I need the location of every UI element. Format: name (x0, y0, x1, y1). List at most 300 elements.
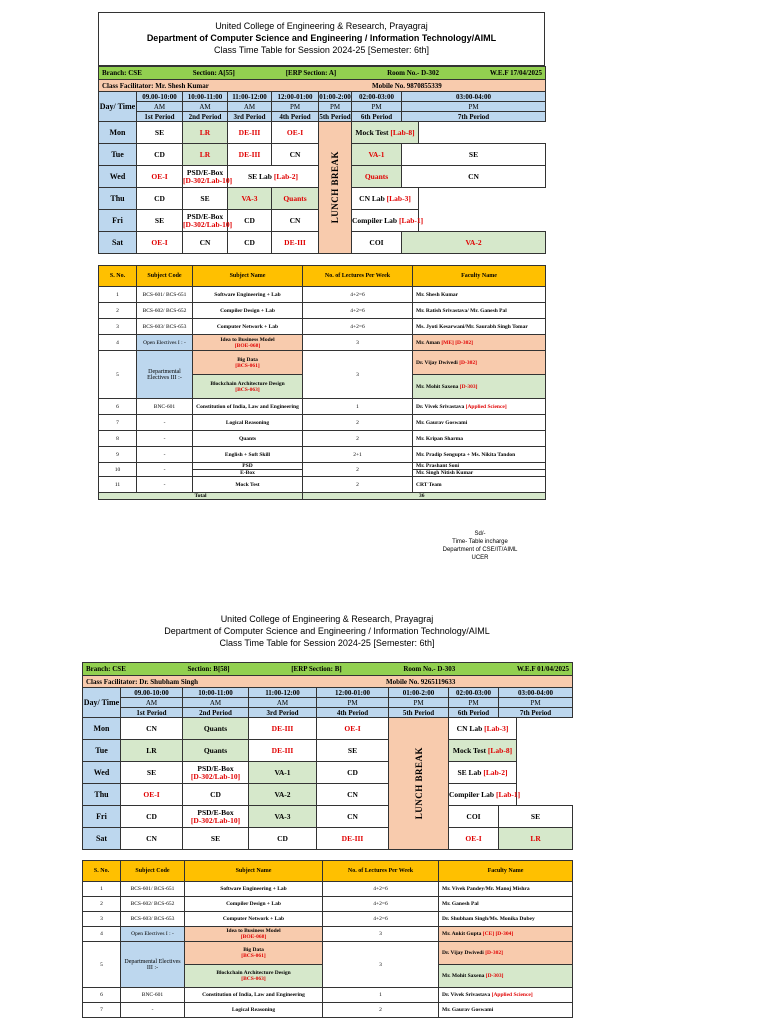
signature-sd: Sd/- (474, 531, 486, 537)
subject-name (193, 319, 303, 335)
faculty-room: [D-302] (459, 359, 477, 366)
subject-no: 6 (99, 399, 137, 415)
day-time-header: Day/ Time (99, 92, 137, 122)
day-label: Mon (99, 122, 137, 144)
period-cell (183, 210, 233, 232)
subject-lectures: 4+2=6 (323, 882, 439, 897)
day-row-tue (83, 740, 573, 762)
lunch-break-cell (319, 122, 352, 254)
subject-no: 5 (99, 351, 137, 399)
faculty-room: [Applied Science] (491, 992, 533, 998)
cell-lab-room: [Lab-3] (386, 193, 411, 203)
subject-no: 5 (83, 942, 121, 988)
subject-faculty (413, 477, 546, 493)
subject-name-text: Constitution of India, Law and Engineering (196, 403, 299, 410)
slot-header-row-period (99, 112, 546, 122)
period-cell (317, 828, 389, 850)
subject-table (82, 860, 572, 1018)
period-cell (121, 784, 183, 806)
afternoon-cell (352, 188, 419, 210)
slot-header-row-time (99, 92, 546, 102)
timetable-section-a (98, 12, 545, 500)
subject-name-code: [BOE-068] (234, 342, 261, 349)
subject-header-row (83, 861, 573, 882)
slot-period-2: 2nd Period (183, 708, 249, 718)
cell-subject: CN (146, 833, 157, 843)
subject-name-text: Software Engineering + Lab (214, 291, 281, 298)
subject-name-code: [BCS-061] (235, 362, 260, 369)
subject-name-code: [BOE-068] (240, 934, 267, 940)
slot-ampm-7: PM (402, 102, 546, 112)
faculty-name: Mr. Pradip Sengupta + Ms. Nikita Tandon (416, 451, 516, 458)
slot-period-6: 6th Period (352, 112, 402, 122)
branch-row (83, 663, 573, 676)
faculty-name: Mr. Ganesh Pal (442, 901, 479, 907)
facilitator-cell (83, 676, 573, 688)
period-cell (317, 806, 389, 828)
subject-name-text: Computer Network + Lab (222, 916, 285, 922)
faculty-room: [D-303] (459, 383, 478, 390)
cell-subject: CD (154, 193, 165, 203)
subject-lectures: 3 (303, 351, 413, 399)
cell-lab-room: [Lab-2] (273, 171, 299, 181)
total-value: 36 (303, 493, 546, 500)
header-box (82, 610, 572, 662)
subject-name: E-Box (193, 470, 303, 477)
class-timetable (82, 662, 572, 850)
cell-subject: CN Lab (456, 723, 485, 733)
slot-period-5: 5th Period (389, 708, 449, 718)
period-cell (183, 740, 249, 762)
subject-lectures: 1 (303, 399, 413, 415)
subject-code: BCS-601/ BCS-651 (121, 882, 185, 897)
subject-code: Departmental Electives III :- (137, 351, 193, 399)
faculty-name: Mr. Aman (416, 339, 442, 346)
subject-name (193, 287, 303, 303)
cell-subject: Mock Test (355, 127, 391, 137)
cell-subject: Compiler Lab (449, 789, 496, 799)
cell-lab-room: [Lab-8] (487, 745, 513, 755)
subject-name (193, 303, 303, 319)
subject-row (83, 988, 573, 1003)
cell-subject: PSD/E-Box (186, 167, 224, 177)
afternoon-cell (499, 828, 573, 850)
slot-time-3: 11:00-12:00 (228, 92, 272, 102)
day-time-header: Day/ Time (83, 688, 121, 718)
cell-subject: CD (244, 215, 255, 225)
subject-faculty (413, 447, 546, 463)
facilitator-name: Class Facilitator: Dr. Shubham Singh (86, 677, 198, 686)
slot-period-3: 3rd Period (228, 112, 272, 122)
slot-ampm-6: PM (352, 102, 402, 112)
period-cell (183, 718, 249, 740)
subject-name-text: Blockchain Architecture Design (216, 970, 291, 976)
day-row-mon (99, 122, 546, 144)
cell-subject: Quants (203, 745, 228, 755)
subject-faculty (413, 431, 546, 447)
subject-name (193, 335, 303, 351)
cell-subject: OE-I (151, 171, 168, 181)
slot-time-2: 10:00-11:00 (183, 92, 228, 102)
subject-row (83, 927, 573, 942)
subject-faculty (413, 319, 546, 335)
cell-subject: VA-2 (465, 237, 482, 247)
period-cell (228, 122, 272, 144)
subject-code: BNC-601 (137, 399, 193, 415)
total-label: Total (99, 493, 303, 500)
subject-code: BCS-602/ BCS-652 (121, 897, 185, 912)
day-row-mon (83, 718, 573, 740)
cell-subject: OE-I (143, 789, 160, 799)
subject-name-text: Constitution of India, Law and Engineering (202, 992, 305, 998)
cell-subject: CN (347, 811, 358, 821)
subject-lectures: 4+2=6 (323, 897, 439, 912)
cell-subject: SE (154, 215, 165, 225)
period-cell (183, 144, 228, 166)
faculty-name: Mr. Ankit Gupta (442, 931, 483, 937)
slot-header-row-period (83, 708, 573, 718)
cell-lab-room: [Lab-8] (390, 127, 415, 137)
erp-section-label: [ERP Section: B] (291, 665, 342, 673)
faculty-name: CRT Team (416, 481, 442, 488)
subject-lectures: 4+2=6 (303, 319, 413, 335)
period-cell (183, 762, 249, 784)
period-cell (317, 718, 389, 740)
cell-subject: CD (146, 811, 157, 821)
subject-lectures: 3 (323, 927, 439, 942)
subject-header-5: Faculty Name (439, 861, 573, 882)
cell-subject: DE-III (284, 237, 306, 247)
subject-row (99, 335, 546, 351)
faculty-name: Mr. Shesh Kumar (416, 291, 459, 298)
period-cell (249, 828, 317, 850)
subject-code: - (121, 1003, 185, 1018)
cell-subject: SE (154, 127, 165, 137)
subject-name-code: [BCS-063] (235, 386, 260, 393)
cell-subject: CN (468, 171, 479, 181)
cell-lab-room: [Lab-3] (484, 723, 509, 733)
section-label: Section: A[55] (192, 69, 235, 77)
cell-lab-room: [Lab-1] (398, 215, 424, 225)
period-cell (121, 740, 183, 762)
subject-no: 2 (99, 303, 137, 319)
period-cell (272, 232, 319, 254)
subject-lectures: 2 (303, 415, 413, 431)
timetable-section-b (82, 610, 572, 1018)
afternoon-cell (499, 806, 573, 828)
period-cell (183, 122, 228, 144)
cell-subject: VA-3 (241, 193, 258, 203)
afternoon-cell (449, 718, 517, 740)
subject-no: 2 (83, 897, 121, 912)
slot-ampm-4: PM (272, 102, 319, 112)
afternoon-cell (402, 144, 546, 166)
period-cell (183, 166, 233, 188)
total-row (99, 493, 546, 500)
branch-label: Branch: CSE (86, 665, 126, 673)
subject-faculty (439, 988, 573, 1003)
subject-no: 9 (99, 447, 137, 463)
subject-faculty: Mr. Singh Nitish Kumar (413, 470, 546, 477)
period-cell (121, 806, 183, 828)
period-cell (121, 828, 183, 850)
faculty-name: Dr. Shubham Singh/Ms. Monika Dubey (442, 916, 535, 922)
faculty-name: Dr. Vijay Dwivedi (442, 950, 486, 956)
faculty-name: Mr. Mohit Saxena (416, 383, 460, 390)
subject-name-text: Compiler Design + Lab (226, 901, 281, 907)
day-label: Tue (83, 740, 121, 762)
subject-name: PSD (193, 463, 303, 470)
subjects-grid (98, 265, 546, 500)
subject-faculty: Mr. Prashant Soni (413, 463, 546, 470)
slot-period-2: 2nd Period (183, 112, 228, 122)
class-timetable (98, 66, 545, 254)
subject-name (193, 351, 303, 375)
subject-header-1: S. No. (99, 266, 137, 287)
subject-name (193, 431, 303, 447)
subject-row (83, 912, 573, 927)
day-label: Wed (83, 762, 121, 784)
period-cell (137, 232, 183, 254)
subject-table (98, 265, 545, 500)
period-cell (317, 784, 389, 806)
subject-name-text: Blockchain Architecture Design (210, 380, 285, 387)
wef-label: W.E.F 17/04/2025 (489, 69, 542, 77)
subject-code: Departmental Electives III :- (121, 942, 185, 988)
subject-row (99, 351, 546, 375)
facilitator-row (83, 676, 573, 688)
cell-subject: VA-1 (274, 767, 291, 777)
subject-header-row (99, 266, 546, 287)
subject-code: - (137, 415, 193, 431)
faculty-room: [ME] [D-302] (441, 339, 473, 346)
subject-code: - (137, 447, 193, 463)
day-label: Mon (83, 718, 121, 740)
period-cell (183, 188, 228, 210)
period-cell (121, 762, 183, 784)
cell-subject: LR (199, 127, 211, 137)
section-label: Section: B[58] (187, 665, 230, 673)
subject-code: BNC-601 (121, 988, 185, 1003)
erp-section-label: [ERP Section: A] (285, 69, 337, 77)
subject-lectures: 3 (323, 942, 439, 988)
header-box (98, 12, 545, 66)
subject-name-text: Computer Network + Lab (216, 323, 279, 330)
subject-header-4: No. of Lectures Per Week (303, 266, 413, 287)
subject-faculty (413, 351, 546, 375)
subject-name (185, 927, 323, 942)
signature-block (420, 530, 540, 562)
period-cell (183, 232, 228, 254)
slot-time-7: 03:00-04:00 (402, 92, 546, 102)
slot-period-4: 4th Period (317, 708, 389, 718)
subject-header-5: Faculty Name (413, 266, 546, 287)
cell-room: [D-302/Lab-10] (183, 219, 233, 229)
subject-code: Open Electives I : - (137, 335, 193, 351)
afternoon-cell (449, 740, 517, 762)
cell-subject: SE (146, 767, 157, 777)
college-title: United College of Engineering & Research, Prayagraj (215, 21, 428, 31)
day-label: Thu (99, 188, 137, 210)
day-row-sat (83, 828, 573, 850)
day-row-wed (83, 762, 573, 784)
cell-subject: DE-III (271, 723, 294, 733)
subject-name-text: Logical Reasoning (231, 1007, 276, 1013)
cell-subject: OE-I (286, 127, 304, 137)
cell-subject: OE-I (151, 237, 168, 247)
slot-time-1: 09.00-10:00 (137, 92, 183, 102)
slot-time-5: 01:00-2:00 (319, 92, 351, 101)
subject-row (99, 287, 546, 303)
slot-time-4: 12:00-01:00 (272, 92, 319, 102)
period-cell (228, 232, 272, 254)
period-cell (249, 718, 317, 740)
subject-name (193, 415, 303, 431)
slot-time-6: 02:00-03:00 (449, 688, 499, 698)
subject-header-3: Subject Name (185, 861, 323, 882)
cell-subject: DE-III (238, 127, 261, 137)
subject-faculty (413, 375, 546, 399)
cell-subject: Quants (203, 723, 228, 733)
subject-faculty (439, 1003, 573, 1018)
cell-subject: CN (289, 149, 301, 159)
subject-name (193, 375, 303, 399)
subject-row (83, 882, 573, 897)
subject-name-text: Idea to Business Model (226, 928, 281, 934)
facilitator-row (99, 80, 546, 92)
subject-no: 7 (99, 415, 137, 431)
cell-subject: Mock Test (452, 745, 488, 755)
cell-subject: SE Lab (247, 171, 274, 181)
slot-header-row-ampm (83, 698, 573, 708)
slot-ampm-5: PM (319, 102, 352, 112)
subject-name-text: Idea to Business Model (220, 336, 275, 343)
period-cell (272, 144, 319, 166)
subject-name (193, 399, 303, 415)
subject-row (99, 431, 546, 447)
subject-code: BCS-603/ BCS-653 (121, 912, 185, 927)
slot-time-1: 09.00-10:00 (121, 688, 183, 698)
slot-time-5: 01:00-2:00 (389, 688, 449, 698)
subject-faculty (413, 399, 546, 415)
cell-subject: CD (347, 767, 358, 777)
slot-header-row-ampm (99, 102, 546, 112)
room-label: Room No.- D-303 (403, 665, 456, 673)
subject-name-text: Software Engineering + Lab (220, 886, 287, 892)
subject-header-2: Subject Code (121, 861, 185, 882)
cell-subject: SE (530, 811, 541, 821)
facilitator-cell (99, 80, 546, 92)
branch-info-cell (83, 663, 573, 676)
branch-label: Branch: CSE (102, 69, 142, 77)
subject-no: 1 (99, 287, 137, 303)
cell-subject: CN (289, 215, 301, 225)
cell-subject: COI (369, 237, 384, 247)
timetable-grid (82, 662, 573, 850)
subject-row (99, 477, 546, 493)
cell-subject: PSD/E-Box (197, 763, 234, 773)
cell-subject: VA-1 (368, 149, 385, 159)
cell-subject: CD (277, 833, 288, 843)
period-cell (228, 144, 272, 166)
slot-period-5: 5th Period (319, 112, 351, 121)
slot-ampm-5: PM (389, 698, 449, 708)
subject-faculty (439, 942, 573, 965)
period-cell (272, 210, 319, 232)
subject-lectures: 1 (323, 988, 439, 1003)
college-title: United College of Engineering & Research, Prayagraj (220, 614, 434, 624)
subject-row (83, 1003, 573, 1018)
cell-subject: OE-I (344, 723, 361, 733)
subject-name-text: Quants (238, 435, 257, 442)
subject-row (99, 463, 546, 470)
afternoon-cell (402, 166, 546, 188)
subject-name-code: [BCS-061] (241, 953, 266, 959)
day-label: Fri (99, 210, 137, 232)
branch-info-line (83, 665, 572, 673)
faculty-name: Mr. Ratish Srivastava/ Mr. Ganesh Pal (416, 307, 507, 314)
period-cell (249, 740, 317, 762)
day-label: Wed (99, 166, 137, 188)
subject-lectures: 4+2=6 (303, 303, 413, 319)
subject-row (99, 399, 546, 415)
subject-row (99, 319, 546, 335)
faculty-name: Mr. Gaurav Goswami (416, 419, 468, 426)
slot-period-1: 1st Period (121, 708, 183, 718)
faculty-name: Dr. Vivek Srivastava (442, 992, 492, 998)
subject-row (99, 415, 546, 431)
period-cell (137, 144, 183, 166)
afternoon-cell (449, 806, 499, 828)
period-cell (137, 122, 183, 144)
cell-subject: CN Lab (359, 193, 387, 203)
subject-name-text: English + Soft Skill (224, 451, 271, 458)
period-cell (249, 762, 317, 784)
cell-subject: Compiler Lab (352, 215, 399, 225)
subject-no: 10 (99, 463, 137, 477)
subject-name-code: [BCS-063] (241, 976, 266, 982)
signature-inst: UCER (471, 555, 489, 561)
subject-name-text: Big Data (243, 947, 264, 953)
room-label: Room No.- D-302 (387, 69, 439, 77)
faculty-room: [D-303] (485, 973, 504, 979)
slot-period-4: 4th Period (272, 112, 319, 122)
slot-time-3: 11:00-12:00 (249, 688, 317, 698)
subject-row (83, 942, 573, 965)
subject-name (185, 1003, 323, 1018)
cell-lab-room: [Lab-1] (495, 789, 521, 799)
timetable-grid (98, 66, 546, 254)
faculty-name: Mr. Vivek Pandey/Mr. Manoj Mishra (442, 886, 530, 892)
department-title: Department of Computer Science and Engineering / Information Technology/AIML (146, 33, 497, 43)
cell-subject: Quants (364, 171, 389, 181)
slot-ampm-3: AM (249, 698, 317, 708)
faculty-name: Dr. Vivek Srivastava (416, 403, 466, 410)
faculty-name: Dr. Vijay Dwivedi (416, 359, 460, 366)
cell-subject: OE-I (465, 833, 482, 843)
subject-faculty (439, 897, 573, 912)
period-cell (228, 188, 272, 210)
slot-ampm-3: AM (228, 102, 272, 112)
subject-code: - (137, 463, 193, 477)
cell-subject: DE-III (271, 745, 294, 755)
subject-code: - (137, 477, 193, 493)
faculty-name: Mr. Mohit Saxena (442, 973, 486, 979)
subject-name (185, 897, 323, 912)
cell-subject: Quants (283, 193, 307, 203)
afternoon-cell (449, 784, 521, 806)
cell-lab-room: [Lab-2] (483, 767, 508, 777)
